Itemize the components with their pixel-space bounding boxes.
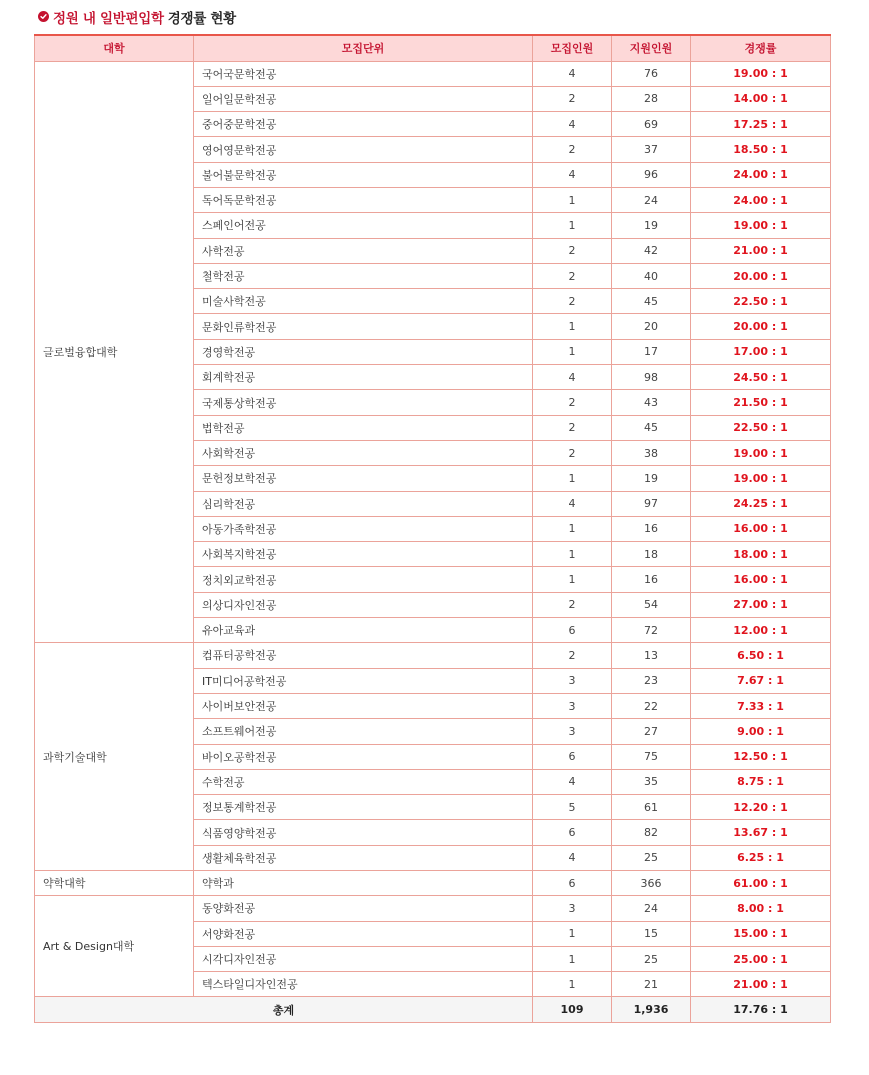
quota-cell: 6 [533, 744, 612, 769]
total-quota: 109 [533, 997, 612, 1023]
quota-cell: 1 [533, 542, 612, 567]
applicants-cell: 25 [612, 946, 691, 971]
college-cell: 글로벌융합대학 [35, 61, 194, 643]
total-row [35, 997, 831, 1023]
table-row [35, 643, 831, 668]
ratio-cell: 19.00 : 1 [691, 213, 831, 238]
unit-cell: 법학전공 [194, 415, 533, 440]
quota-cell: 4 [533, 61, 612, 86]
unit-cell: 스페인어전공 [194, 213, 533, 238]
table-row [35, 871, 831, 896]
table-row [35, 896, 831, 921]
ratio-cell: 15.00 : 1 [691, 921, 831, 946]
ratio-cell: 24.25 : 1 [691, 491, 831, 516]
ratio-cell: 12.00 : 1 [691, 618, 831, 643]
quota-cell: 2 [533, 137, 612, 162]
unit-cell: 소프트웨어전공 [194, 719, 533, 744]
unit-cell: 국제통상학전공 [194, 390, 533, 415]
applicants-cell: 24 [612, 187, 691, 212]
ratio-cell: 17.00 : 1 [691, 339, 831, 364]
applicants-cell: 366 [612, 871, 691, 896]
quota-cell: 2 [533, 289, 612, 314]
quota-cell: 1 [533, 466, 612, 491]
unit-cell: 수학전공 [194, 769, 533, 794]
applicants-cell: 19 [612, 466, 691, 491]
applicants-cell: 35 [612, 769, 691, 794]
quota-cell: 2 [533, 263, 612, 288]
competition-rate-table [34, 34, 831, 1023]
unit-cell: 의상디자인전공 [194, 592, 533, 617]
unit-cell: 독어독문학전공 [194, 187, 533, 212]
applicants-cell: 37 [612, 137, 691, 162]
quota-cell: 1 [533, 187, 612, 212]
ratio-cell: 24.50 : 1 [691, 365, 831, 390]
applicants-cell: 27 [612, 719, 691, 744]
quota-cell: 1 [533, 946, 612, 971]
ratio-cell: 27.00 : 1 [691, 592, 831, 617]
ratio-cell: 21.00 : 1 [691, 972, 831, 997]
college-cell: 약학대학 [35, 871, 194, 896]
ratio-cell: 9.00 : 1 [691, 719, 831, 744]
table-row [35, 61, 831, 86]
unit-cell: 문화인류학전공 [194, 314, 533, 339]
quota-cell: 4 [533, 162, 612, 187]
quota-cell: 3 [533, 719, 612, 744]
unit-cell: 사학전공 [194, 238, 533, 263]
ratio-cell: 12.20 : 1 [691, 795, 831, 820]
applicants-cell: 76 [612, 61, 691, 86]
ratio-cell: 25.00 : 1 [691, 946, 831, 971]
quota-cell: 6 [533, 820, 612, 845]
unit-cell: 식품영양학전공 [194, 820, 533, 845]
ratio-cell: 14.00 : 1 [691, 86, 831, 111]
header-college: 대학 [35, 35, 194, 61]
unit-cell: 회계학전공 [194, 365, 533, 390]
ratio-cell: 16.00 : 1 [691, 516, 831, 541]
quota-cell: 2 [533, 643, 612, 668]
unit-cell: 사회학전공 [194, 440, 533, 465]
unit-cell: 사회복지학전공 [194, 542, 533, 567]
applicants-cell: 24 [612, 896, 691, 921]
unit-cell: 사이버보안전공 [194, 693, 533, 718]
unit-cell: 컴퓨터공학전공 [194, 643, 533, 668]
ratio-cell: 61.00 : 1 [691, 871, 831, 896]
unit-cell: 서양화전공 [194, 921, 533, 946]
title-rest: 경쟁률 현황 [167, 11, 236, 27]
applicants-cell: 98 [612, 365, 691, 390]
check-circle-icon [38, 11, 49, 22]
ratio-cell: 20.00 : 1 [691, 314, 831, 339]
ratio-cell: 18.00 : 1 [691, 542, 831, 567]
applicants-cell: 72 [612, 618, 691, 643]
unit-cell: 정보통계학전공 [194, 795, 533, 820]
title-highlight: 정원 내 일반편입학 [53, 11, 164, 27]
ratio-cell: 18.50 : 1 [691, 137, 831, 162]
quota-cell: 6 [533, 618, 612, 643]
ratio-cell: 7.67 : 1 [691, 668, 831, 693]
college-cell: Art & Design대학 [35, 896, 194, 997]
ratio-cell: 21.50 : 1 [691, 390, 831, 415]
ratio-cell: 12.50 : 1 [691, 744, 831, 769]
unit-cell: 시각디자인전공 [194, 946, 533, 971]
applicants-cell: 42 [612, 238, 691, 263]
applicants-cell: 96 [612, 162, 691, 187]
ratio-cell: 21.00 : 1 [691, 238, 831, 263]
unit-cell: 약학과 [194, 871, 533, 896]
ratio-cell: 8.00 : 1 [691, 896, 831, 921]
applicants-cell: 20 [612, 314, 691, 339]
applicants-cell: 75 [612, 744, 691, 769]
unit-cell: 일어일문학전공 [194, 86, 533, 111]
total-ratio: 17.76 : 1 [691, 997, 831, 1023]
applicants-cell: 18 [612, 542, 691, 567]
applicants-cell: 54 [612, 592, 691, 617]
quota-cell: 1 [533, 972, 612, 997]
section-title [34, 0, 830, 34]
quota-cell: 1 [533, 314, 612, 339]
unit-cell: 영어영문학전공 [194, 137, 533, 162]
quota-cell: 1 [533, 339, 612, 364]
quota-cell: 4 [533, 769, 612, 794]
quota-cell: 4 [533, 845, 612, 870]
applicants-cell: 38 [612, 440, 691, 465]
ratio-cell: 6.25 : 1 [691, 845, 831, 870]
applicants-cell: 16 [612, 567, 691, 592]
unit-cell: 생활체육학전공 [194, 845, 533, 870]
quota-cell: 1 [533, 921, 612, 946]
quota-cell: 6 [533, 871, 612, 896]
quota-cell: 4 [533, 365, 612, 390]
ratio-cell: 19.00 : 1 [691, 466, 831, 491]
total-applicants: 1,936 [612, 997, 691, 1023]
quota-cell: 5 [533, 795, 612, 820]
ratio-cell: 16.00 : 1 [691, 567, 831, 592]
applicants-cell: 23 [612, 668, 691, 693]
unit-cell: 텍스타일디자인전공 [194, 972, 533, 997]
unit-cell: 경영학전공 [194, 339, 533, 364]
applicants-cell: 22 [612, 693, 691, 718]
quota-cell: 2 [533, 415, 612, 440]
applicants-cell: 21 [612, 972, 691, 997]
college-cell: 과학기술대학 [35, 643, 194, 871]
unit-cell: 정치외교학전공 [194, 567, 533, 592]
applicants-cell: 45 [612, 289, 691, 314]
quota-cell: 1 [533, 567, 612, 592]
unit-cell: 중어중문학전공 [194, 112, 533, 137]
applicants-cell: 97 [612, 491, 691, 516]
ratio-cell: 19.00 : 1 [691, 440, 831, 465]
unit-cell: IT미디어공학전공 [194, 668, 533, 693]
quota-cell: 4 [533, 112, 612, 137]
unit-cell: 철학전공 [194, 263, 533, 288]
quota-cell: 4 [533, 491, 612, 516]
applicants-cell: 17 [612, 339, 691, 364]
quota-cell: 1 [533, 213, 612, 238]
ratio-cell: 20.00 : 1 [691, 263, 831, 288]
quota-cell: 3 [533, 896, 612, 921]
applicants-cell: 69 [612, 112, 691, 137]
ratio-cell: 8.75 : 1 [691, 769, 831, 794]
header-applicants: 지원인원 [612, 35, 691, 61]
applicants-cell: 40 [612, 263, 691, 288]
quota-cell: 2 [533, 440, 612, 465]
applicants-cell: 13 [612, 643, 691, 668]
ratio-cell: 13.67 : 1 [691, 820, 831, 845]
ratio-cell: 6.50 : 1 [691, 643, 831, 668]
table-body [35, 61, 831, 997]
table-header-row [35, 35, 831, 61]
applicants-cell: 16 [612, 516, 691, 541]
ratio-cell: 22.50 : 1 [691, 289, 831, 314]
unit-cell: 아동가족학전공 [194, 516, 533, 541]
total-label: 총계 [35, 997, 533, 1023]
ratio-cell: 22.50 : 1 [691, 415, 831, 440]
quota-cell: 3 [533, 693, 612, 718]
quota-cell: 2 [533, 86, 612, 111]
quota-cell: 3 [533, 668, 612, 693]
ratio-cell: 19.00 : 1 [691, 61, 831, 86]
quota-cell: 2 [533, 592, 612, 617]
unit-cell: 유아교육과 [194, 618, 533, 643]
applicants-cell: 19 [612, 213, 691, 238]
applicants-cell: 25 [612, 845, 691, 870]
unit-cell: 미술사학전공 [194, 289, 533, 314]
ratio-cell: 17.25 : 1 [691, 112, 831, 137]
unit-cell: 바이오공학전공 [194, 744, 533, 769]
quota-cell: 2 [533, 238, 612, 263]
header-ratio: 경쟁률 [691, 35, 831, 61]
applicants-cell: 45 [612, 415, 691, 440]
ratio-cell: 24.00 : 1 [691, 162, 831, 187]
header-quota: 모집인원 [533, 35, 612, 61]
quota-cell: 2 [533, 390, 612, 415]
applicants-cell: 28 [612, 86, 691, 111]
applicants-cell: 61 [612, 795, 691, 820]
quota-cell: 1 [533, 516, 612, 541]
applicants-cell: 15 [612, 921, 691, 946]
applicants-cell: 43 [612, 390, 691, 415]
header-unit: 모집단위 [194, 35, 533, 61]
unit-cell: 불어불문학전공 [194, 162, 533, 187]
unit-cell: 국어국문학전공 [194, 61, 533, 86]
unit-cell: 동양화전공 [194, 896, 533, 921]
applicants-cell: 82 [612, 820, 691, 845]
ratio-cell: 7.33 : 1 [691, 693, 831, 718]
unit-cell: 심리학전공 [194, 491, 533, 516]
unit-cell: 문헌정보학전공 [194, 466, 533, 491]
ratio-cell: 24.00 : 1 [691, 187, 831, 212]
